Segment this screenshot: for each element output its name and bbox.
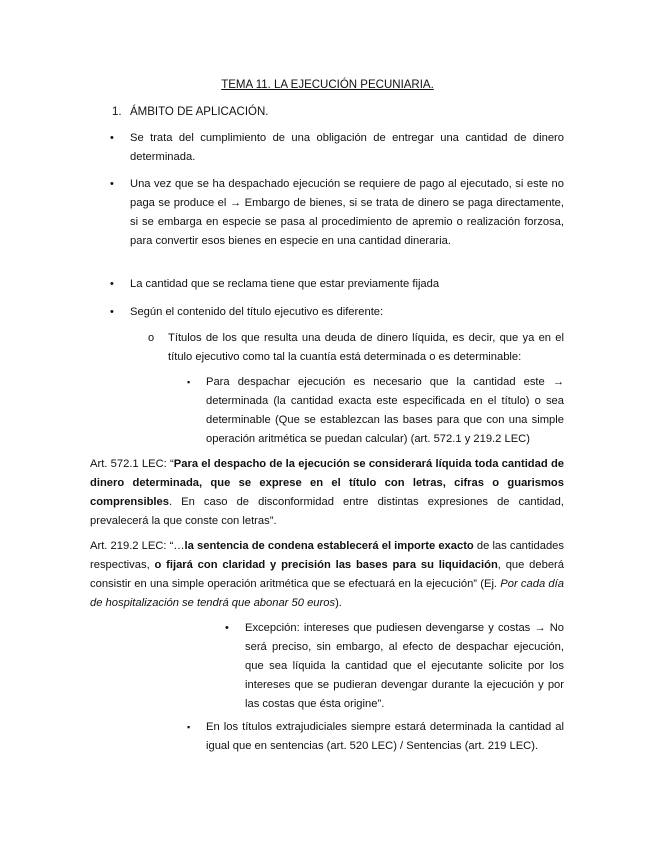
art-219-ref: Art. 219.2 LEC: “…	[90, 540, 185, 552]
bullet-item	[110, 303, 564, 322]
bullet-item	[110, 129, 564, 167]
document-title: TEMA 11. LA EJECUCIÓN PECUNIARIA.	[221, 79, 434, 91]
exception-text: Excepción: intereses que pudiesen devengarse y costas → No será preciso, sin embargo, al efecto de despachar ejecución, que sea líquida la cantidad que el ejecutante solicite por los intereses que se pudieran devengar durante la ejecución y por las costas que ésta origine”.	[245, 622, 564, 710]
section-heading	[112, 103, 268, 122]
bullet-marker: •	[110, 178, 114, 190]
bullet-marker: •	[225, 622, 229, 634]
bullet-text: Según el contenido del título ejecutivo es diferente:	[130, 306, 384, 318]
art-572-ref: Art. 572.1 LEC: “	[90, 458, 174, 470]
square-marker: ▪	[187, 377, 191, 387]
sub-item	[148, 329, 564, 367]
sub-marker: o	[148, 332, 155, 344]
bullet-text: La cantidad que se reclama tiene que estar previamente fijada	[130, 278, 440, 290]
section-label: ÁMBITO DE APLICACIÓN.	[130, 106, 269, 118]
square-item	[187, 373, 564, 449]
bullet-marker: •	[110, 278, 114, 290]
square-marker: ▪	[187, 722, 191, 732]
square-item-text: En los títulos extrajudiciales siempre estará determinada la cantidad al igual que en sentencias (art. 520 LEC) / Sentencias (art. 219 LEC).	[206, 721, 564, 752]
art-219-end: ).	[335, 597, 342, 609]
square-item-text: Para despachar ejecución es necesario que la cantidad este → determinada (la cantidad exacta este especificada en el título) o sea determinable (Que se establezcan las bases para que con una simple operación aritmética se puedan calcular) (art. 572.1 y 219.2 LEC)	[206, 376, 564, 445]
art-219-mid-2: , que deberá consistir en una simple operación aritmética que se efectuará en la ejecución” (Ej.	[90, 559, 564, 590]
bullet-marker: •	[110, 306, 114, 318]
art-219-bold-2: o fijará con claridad y precisión las bases para su liquidación	[154, 559, 498, 571]
art-572-bold: Para el despacho de la ejecución se considerará líquida toda cantidad de dinero determinada, que se exprese en el título con letras, cifras o guarismos comprensibles	[90, 458, 564, 508]
article-572-paragraph	[90, 455, 564, 531]
exception-item	[225, 619, 564, 714]
bullet-text: Una vez que se ha despachado ejecución se requiere de pago al ejecutado, si este no paga se produce el → Embargo de bienes, si se trata de dinero se paga directamente, si se embarga en especie se pasa al procedimiento de apremio o realización forzosa, para convertir esos bienes en especie en una cantidad dineraria.	[130, 178, 564, 247]
article-219-paragraph	[90, 537, 564, 613]
art-219-mid-1: de las cantidades respectivas,	[90, 540, 564, 571]
bullet-text: Se trata del cumplimiento de una obligación de entregar una cantidad de dinero determinada.	[130, 132, 564, 163]
art-572-rest: . En caso de disconformidad entre distintas expresiones de cantidad, prevalecerá la que conste con letras”.	[90, 496, 564, 527]
art-219-bold-1: la sentencia de condena establecerá el importe exacto	[184, 540, 474, 552]
bullet-marker: •	[110, 132, 114, 144]
bullet-item	[110, 175, 564, 251]
sub-item-text: Títulos de los que resulta una deuda de dinero líquida, es decir, que ya en el título ejecutivo como tal la cuantía está determinada o es determinable:	[168, 332, 564, 363]
bullet-item	[110, 275, 564, 294]
square-item	[187, 718, 564, 756]
art-219-example: Por cada día de hospitalización se tendrá que abonar 50 euros	[90, 578, 564, 609]
section-number: 1.	[112, 106, 122, 118]
